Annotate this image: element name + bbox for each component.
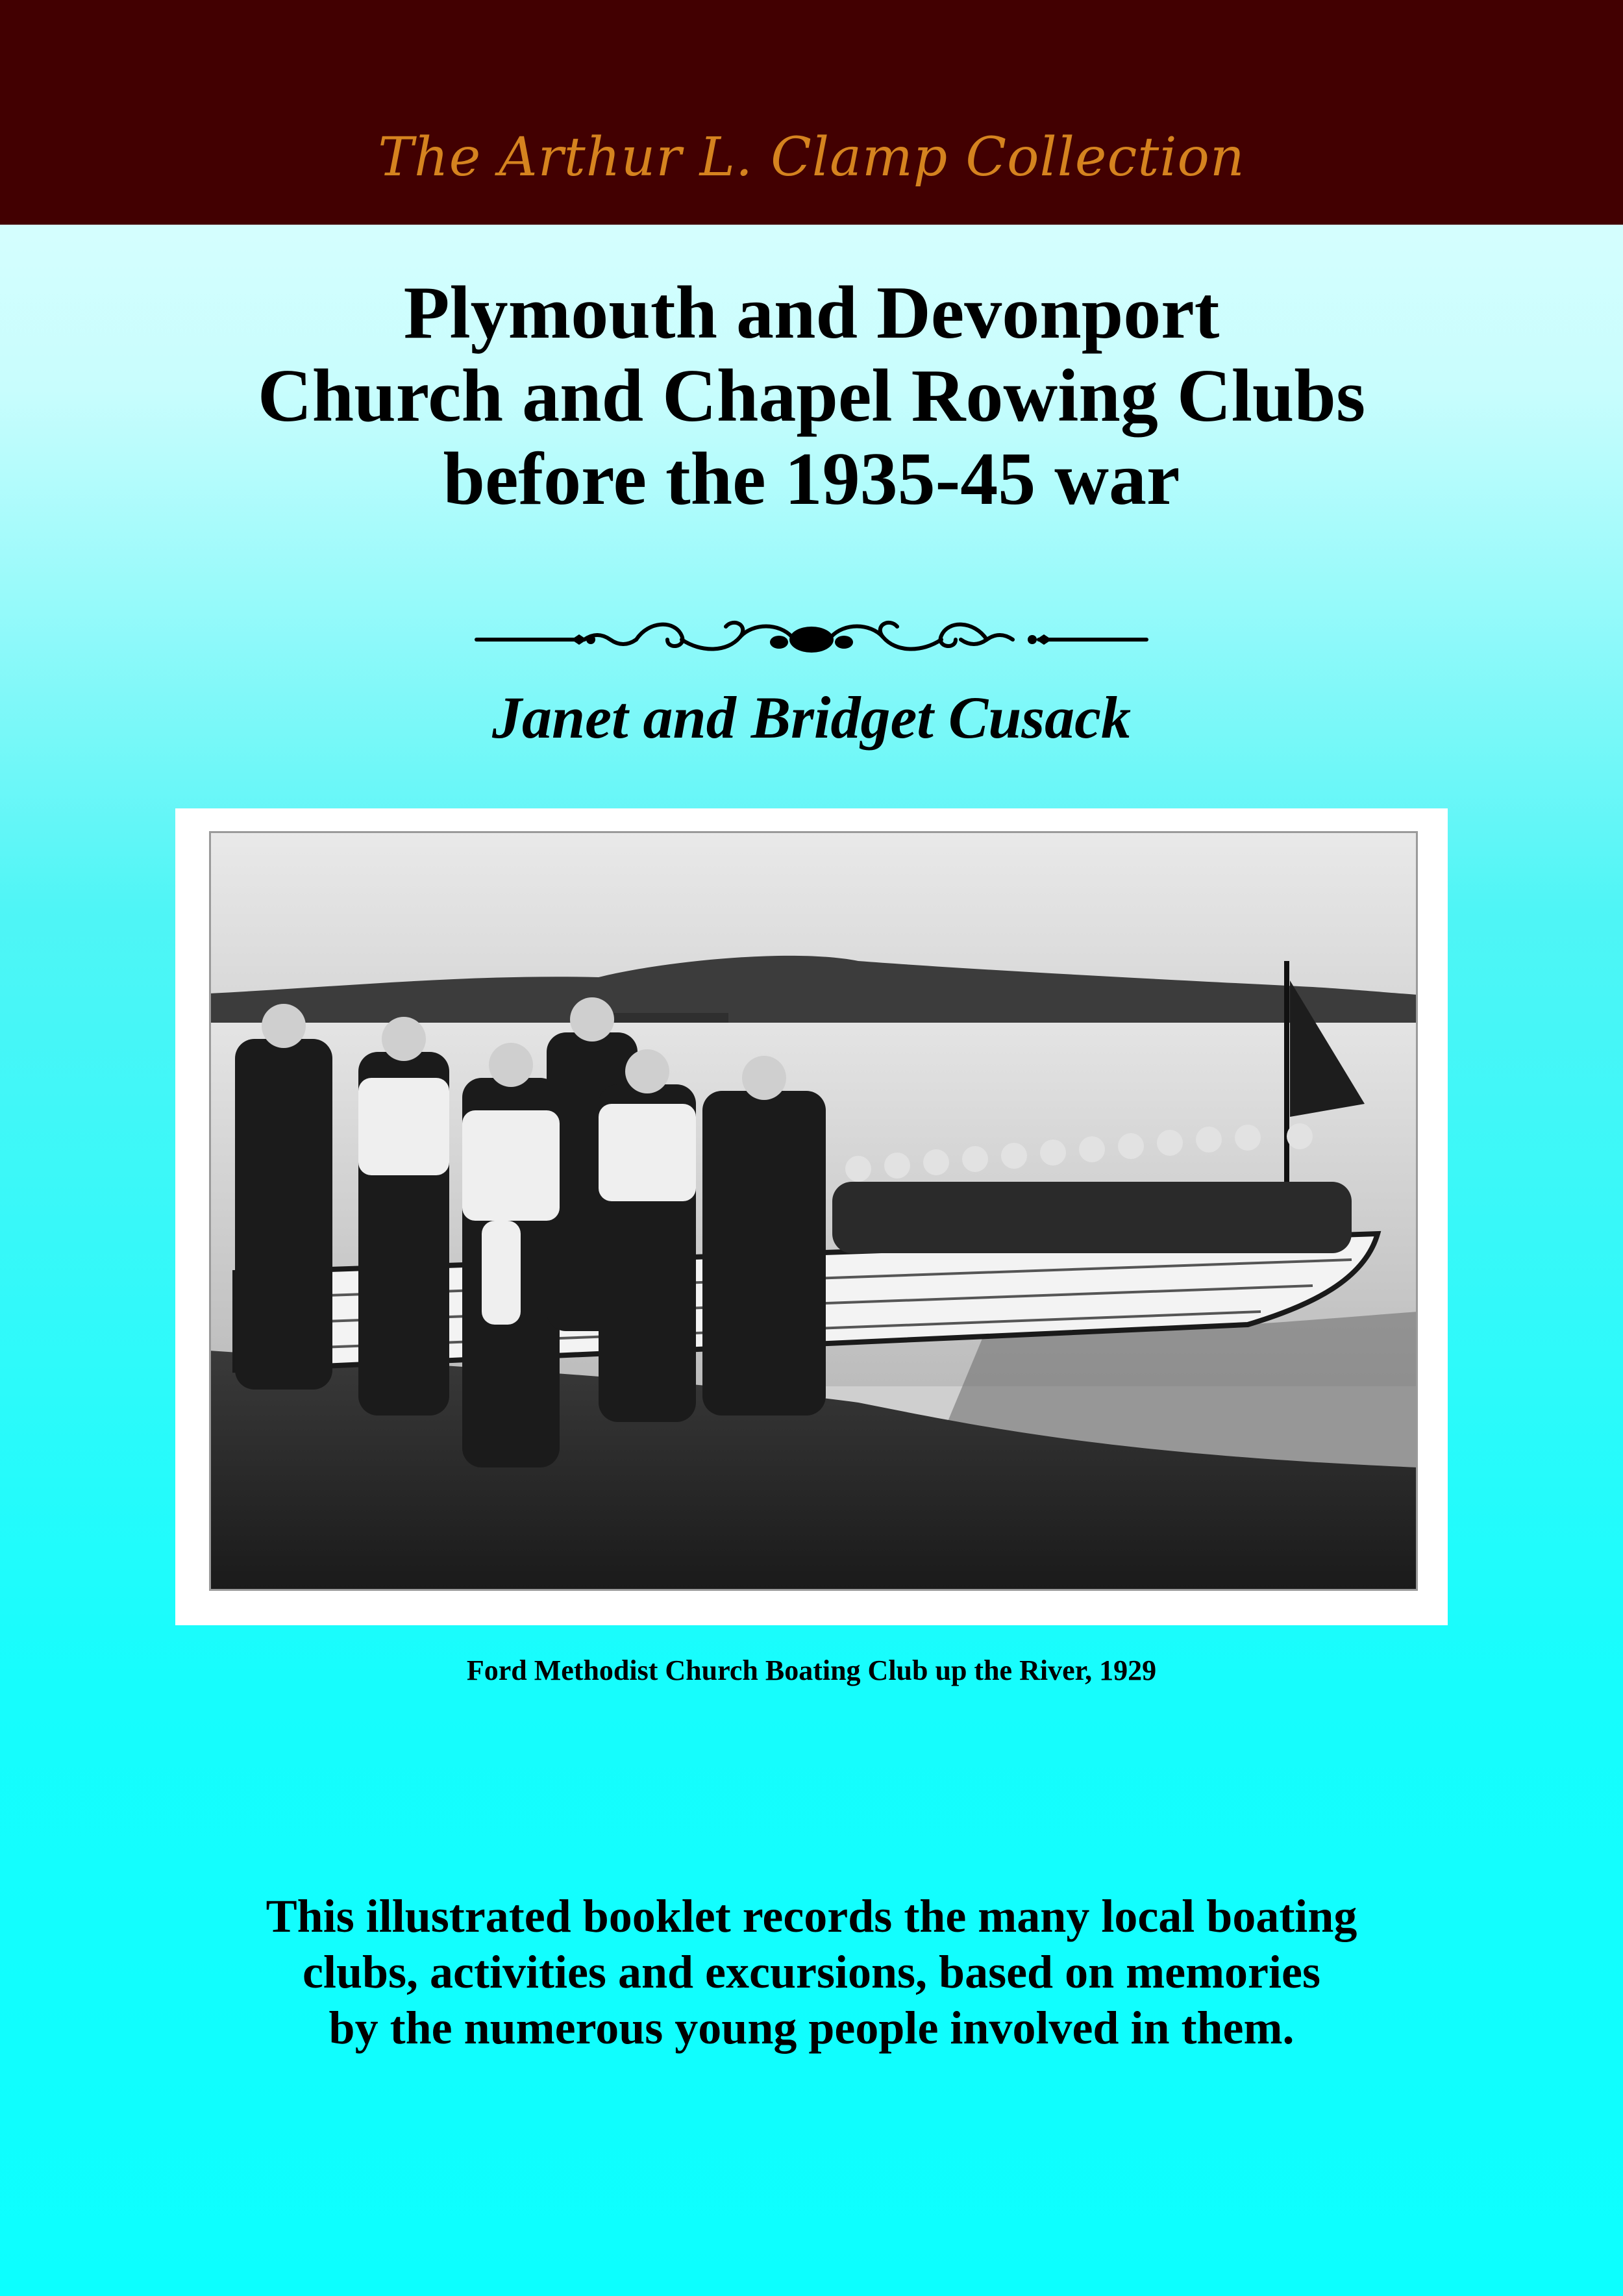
series-title: The Arthur L. Clamp Collection: [378, 127, 1245, 188]
blurb-line: This illustrated booklet records the many local boating: [266, 1890, 1357, 1942]
authors: Janet and Bridget Cusack: [491, 684, 1131, 751]
title-line: before the 1935-45 war: [443, 438, 1180, 521]
blurb-line: by the numerous young people involved in them.: [328, 2002, 1295, 2054]
series-banner: [0, 0, 1623, 225]
photo-caption: Ford Methodist Church Boating Club up the River, 1929: [466, 1654, 1157, 1686]
photo-illustration: [209, 831, 1418, 1591]
description-blurb: [0, 1888, 1623, 2056]
rowing-club-photo: [209, 831, 1418, 1591]
title-line: Church and Chapel Rowing Clubs: [257, 355, 1366, 438]
flourish-divider-icon: [474, 620, 1149, 659]
book-title: [0, 271, 1623, 521]
photo-frame: [175, 808, 1448, 1625]
blurb-line: clubs, activities and excursions, based on memories: [302, 1946, 1320, 1998]
title-line: Plymouth and Devonport: [403, 271, 1220, 355]
